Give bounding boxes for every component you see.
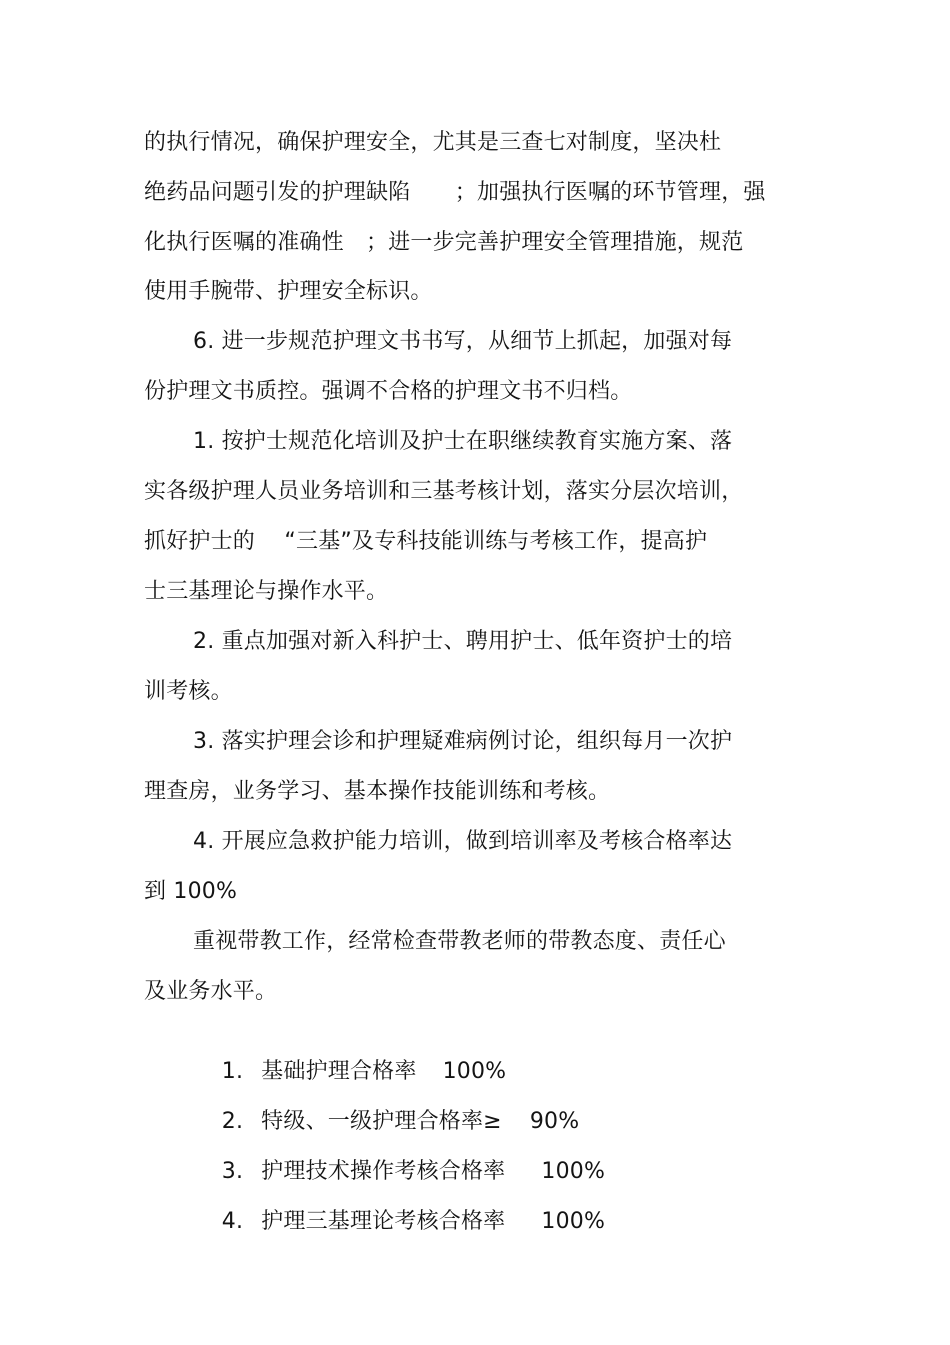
target-value: 100% bbox=[541, 1209, 606, 1234]
target-list-item bbox=[193, 1177, 605, 1267]
paragraph-line: 的执行情况，确保护理安全，尤其是三查七对制度，坚决杜 bbox=[144, 130, 722, 155]
paragraph-line: 3. 落实护理会诊和护理疑难病例讨论，组织每月一次护 bbox=[193, 729, 733, 754]
paragraph-line: 到 100% bbox=[144, 879, 238, 904]
paragraph-line: 绝药品问题引发的护理缺陷 ；加强执行医嘱的环节管理，强 bbox=[144, 180, 766, 205]
paragraph-line: 训考核。 bbox=[144, 679, 233, 704]
target-number: 4. bbox=[221, 1209, 244, 1234]
target-label: 基础护理合格率 bbox=[261, 1059, 417, 1084]
target-number: 1. bbox=[221, 1059, 244, 1084]
paragraph-line: 及业务水平。 bbox=[144, 979, 278, 1004]
target-value: 100% bbox=[442, 1059, 507, 1084]
paragraph-line: 实各级护理人员业务培训和三基考核计划，落实分层次培训， bbox=[144, 479, 744, 504]
target-label: 护理三基理论考核合格率 bbox=[261, 1209, 506, 1234]
target-value: 100% bbox=[541, 1159, 606, 1184]
target-value: 90% bbox=[529, 1109, 580, 1134]
target-number: 3. bbox=[221, 1159, 244, 1184]
paragraph-line: 抓好护士的 “三基”及专科技能训练与考核工作，提高护 bbox=[144, 529, 708, 554]
paragraph-line: 化执行医嘱的准确性 ；进一步完善护理安全管理措施，规范 bbox=[144, 230, 744, 255]
paragraph-line: 士三基理论与操作水平。 bbox=[144, 579, 389, 604]
paragraph-line: 2. 重点加强对新入科护士、聘用护士、低年资护士的培 bbox=[193, 629, 733, 654]
paragraph-line: 1. 按护士规范化培训及护士在职继续教育实施方案、落 bbox=[193, 429, 733, 454]
paragraph-line: 使用手腕带、护理安全标识。 bbox=[144, 279, 433, 304]
paragraph-line: 4. 开展应急救护能力培训，做到培训率及考核合格率达 bbox=[193, 829, 733, 854]
paragraph-line: 重视带教工作，经常检查带教老师的带教态度、责任心 bbox=[193, 929, 726, 954]
paragraph-line: 理查房，业务学习、基本操作技能训练和考核。 bbox=[144, 779, 611, 804]
target-label: 护理技术操作考核合格率 bbox=[261, 1159, 506, 1184]
target-label: 特级、一级护理合格率≥ bbox=[261, 1109, 502, 1134]
target-number: 2. bbox=[221, 1109, 244, 1134]
paragraph-line: 6. 进一步规范护理文书书写，从细节上抓起，加强对每 bbox=[193, 329, 733, 354]
paragraph-line: 份护理文书质控。强调不合格的护理文书不归档。 bbox=[144, 379, 633, 404]
